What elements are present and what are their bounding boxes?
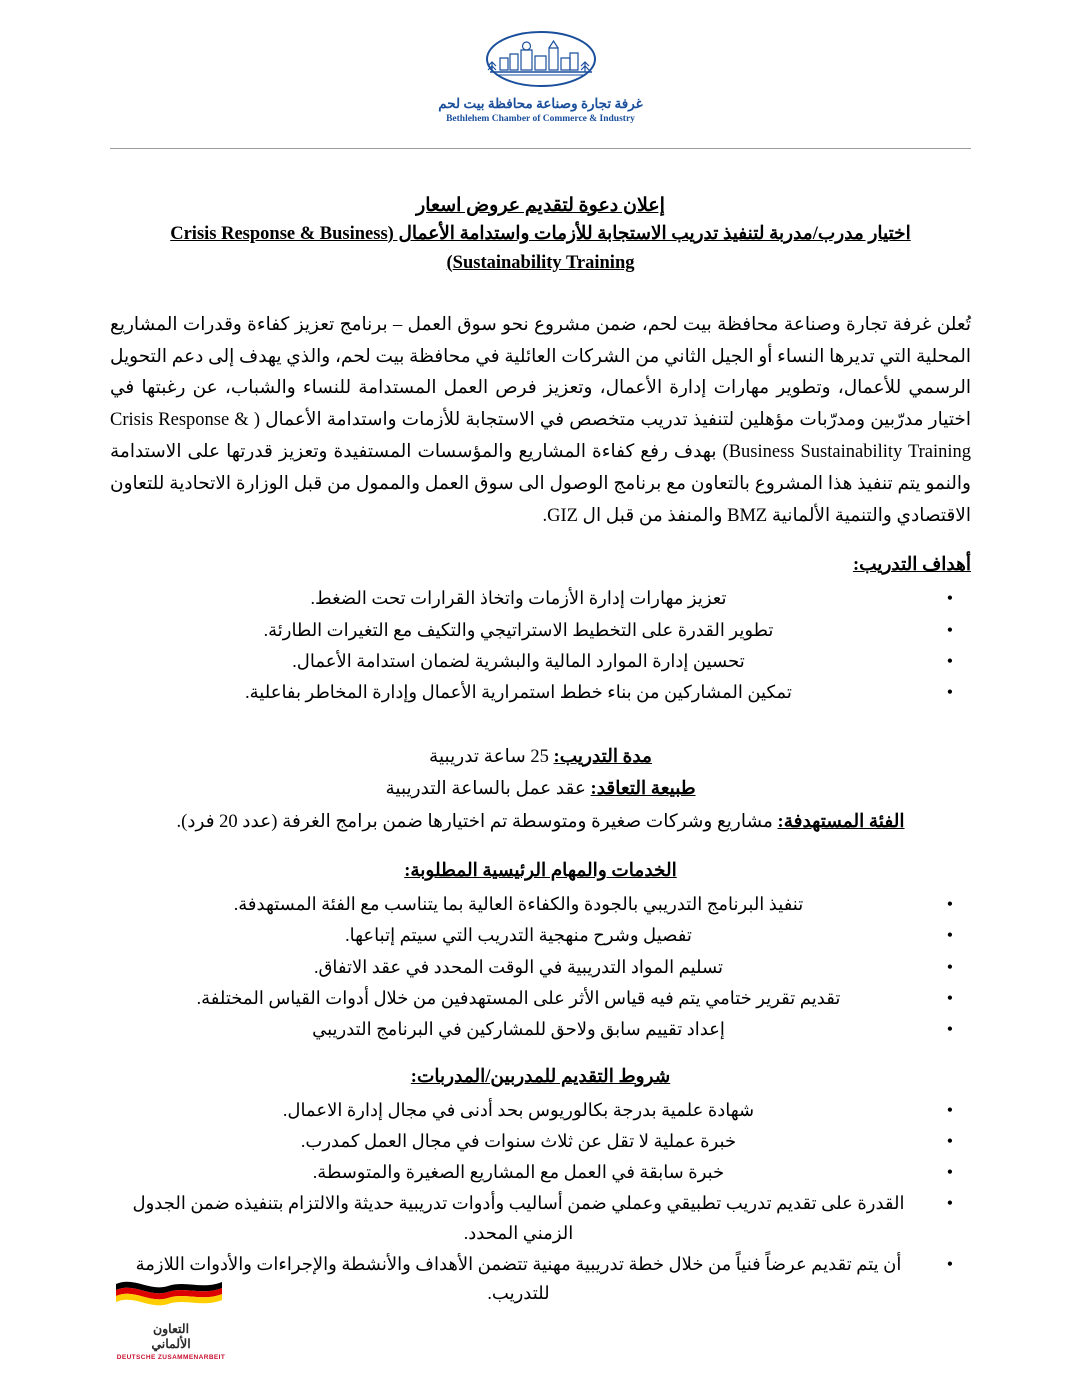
contract-line: [110, 773, 971, 805]
bethlehem-chamber-seal-icon: [466, 28, 616, 90]
conditions-heading: شروط التقديم للمدربين/المدربات:: [410, 1067, 671, 1087]
document-header: [110, 0, 971, 149]
title-line-3: Sustainability Training): [446, 253, 635, 274]
duration-label: مدة التدريب:: [553, 747, 652, 768]
german-cooperation-flag-icon: [110, 1303, 232, 1320]
list-item: • تعزيز مهارات إدارة الأزمات واتخاذ القرارات تحت الضغط.: [110, 584, 927, 613]
duration-line: [110, 741, 971, 773]
target-label: الفئة المستهدفة:: [777, 811, 905, 832]
list-item: • خبرة سابقة في العمل مع المشاريع الصغيرة والمتوسطة.: [110, 1158, 927, 1187]
list-item: • القدرة على تقديم تدريب تطبيقي وعملي ضمن أساليب وأدوات تدريبية حديثة والالتزام بتنفيذه ضمن الجدول الزمني المحدد.: [110, 1189, 927, 1247]
list-item: • تقديم تقرير ختامي يتم فيه قياس الأثر على المستهدفين من خلال أدوات القياس المختلفة.: [110, 984, 927, 1013]
chamber-logo: [110, 28, 971, 124]
list-item: • إعداد تقييم سابق ولاحق للمشاركين في البرنامج التدريبي: [110, 1015, 927, 1044]
target-value: مشاريع وشركات صغيرة ومتوسطة تم اختيارها ضمن برامج الغرفة (عدد 20 فرد).: [176, 811, 773, 832]
contract-label: طبيعة التعاقد:: [590, 779, 696, 800]
objectives-heading: أهداف التدريب:: [852, 555, 971, 576]
list-item: • شهادة علمية بدرجة بكالوريوس بحد أدنى في مجال إدارة الاعمال.: [110, 1096, 927, 1125]
list-item: • تمكين المشاركين من بناء خطط استمرارية الأعمال وإدارة المخاطر بفاعلية.: [110, 678, 927, 707]
title-line-1: إعلان دعوة لتقديم عروض اسعار: [416, 195, 665, 216]
list-item: • أن يتم تقديم عرضاً فنياً من خلال خطة تدريبية مهنية تتضمن الأهداف والأنشطة والإجراءات والأدوات اللازمة للتدريب.: [110, 1250, 927, 1308]
objectives-list: [110, 584, 971, 707]
footer-text-arabic-line2: الألماني: [151, 1337, 191, 1351]
title-line-2: اختيار مدرب/مدربة لتنفيذ تدريب الاستجابة للأزمات واستدامة الأعمال (Crisis Response & Business: [170, 224, 911, 245]
list-item: • تفصيل وشرح منهجية التدريب التي سيتم إتباعها.: [110, 921, 927, 950]
document-footer: [110, 1276, 971, 1364]
list-item: • تنفيذ البرنامج التدريبي بالجودة والكفاءة العالية بما يتناسب مع الفئة المستهدفة.: [110, 890, 927, 919]
list-item: • خبرة عملية لا تقل عن ثلاث سنوات في مجال العمل كمدرب.: [110, 1127, 927, 1156]
services-heading: الخدمات والمهام الرئيسية المطلوبة:: [404, 861, 677, 882]
german-cooperation-logo: [110, 1276, 232, 1361]
document-title: [110, 191, 971, 278]
duration-value: 25 ساعة تدريبية: [429, 747, 549, 768]
org-name-english: Bethlehem Chamber of Commerce & Industry: [446, 114, 635, 124]
header-divider: [110, 148, 971, 149]
footer-text-arabic-line1: التعاون: [152, 1322, 190, 1336]
footer-text-german: DEUTSCHE ZUSAMMENARBEIT: [116, 1354, 226, 1361]
target-line: [110, 806, 971, 838]
services-list: [110, 890, 971, 1044]
org-name-arabic: غرفة تجارة وصناعة محافظة بيت لحم: [438, 96, 643, 111]
intro-paragraph: تُعلن غرفة تجارة وصناعة محافظة بيت لحم، ضمن مشروع نحو سوق العمل – برنامج تعزيز كفاءة وقدرات المشاريع المحلية التي تديرها النساء أو الجيل الثاني من الشركات العائلية في محافظة بيت لحم، والذي يهدف إلى دعم التحويل الرسمي للأعمال، وتطوير مهارات إدارة الأعمال، وتعزيز فرص العمل المستدامة للنساء والشباب، عن رغبتها في اختيار مدرّبين ومدرّبات مؤهلين لتنفيذ تدريب متخصص في الاستجابة للأزمات واستدامة الأعمال ( Crisis Response & Business Sustainability Training) بهدف رفع كفاءة المشاريع والمؤسسات المستفيدة وتعزيز قدرتها على الاستدامة والنمو يتم تنفيذ هذا المشروع بالتعاون مع برنامج الوصول الى سوق العمل والممول من قبل الوزارة الاتحادية للتعاون الاقتصادي والتنمية الألمانية BMZ والمنفذ من قبل ال GIZ.: [110, 314, 971, 526]
contract-value: عقد عمل بالساعة التدريبية: [385, 779, 586, 800]
list-item: • تطوير القدرة على التخطيط الاستراتيجي والتكيف مع التغيرات الطارئة.: [110, 616, 927, 645]
list-item: • تحسين إدارة الموارد المالية والبشرية لضمان استدامة الأعمال.: [110, 647, 927, 676]
training-details: [110, 741, 971, 838]
list-item: • تسليم المواد التدريبية في الوقت المحدد في عقد الاتفاق.: [110, 953, 927, 982]
